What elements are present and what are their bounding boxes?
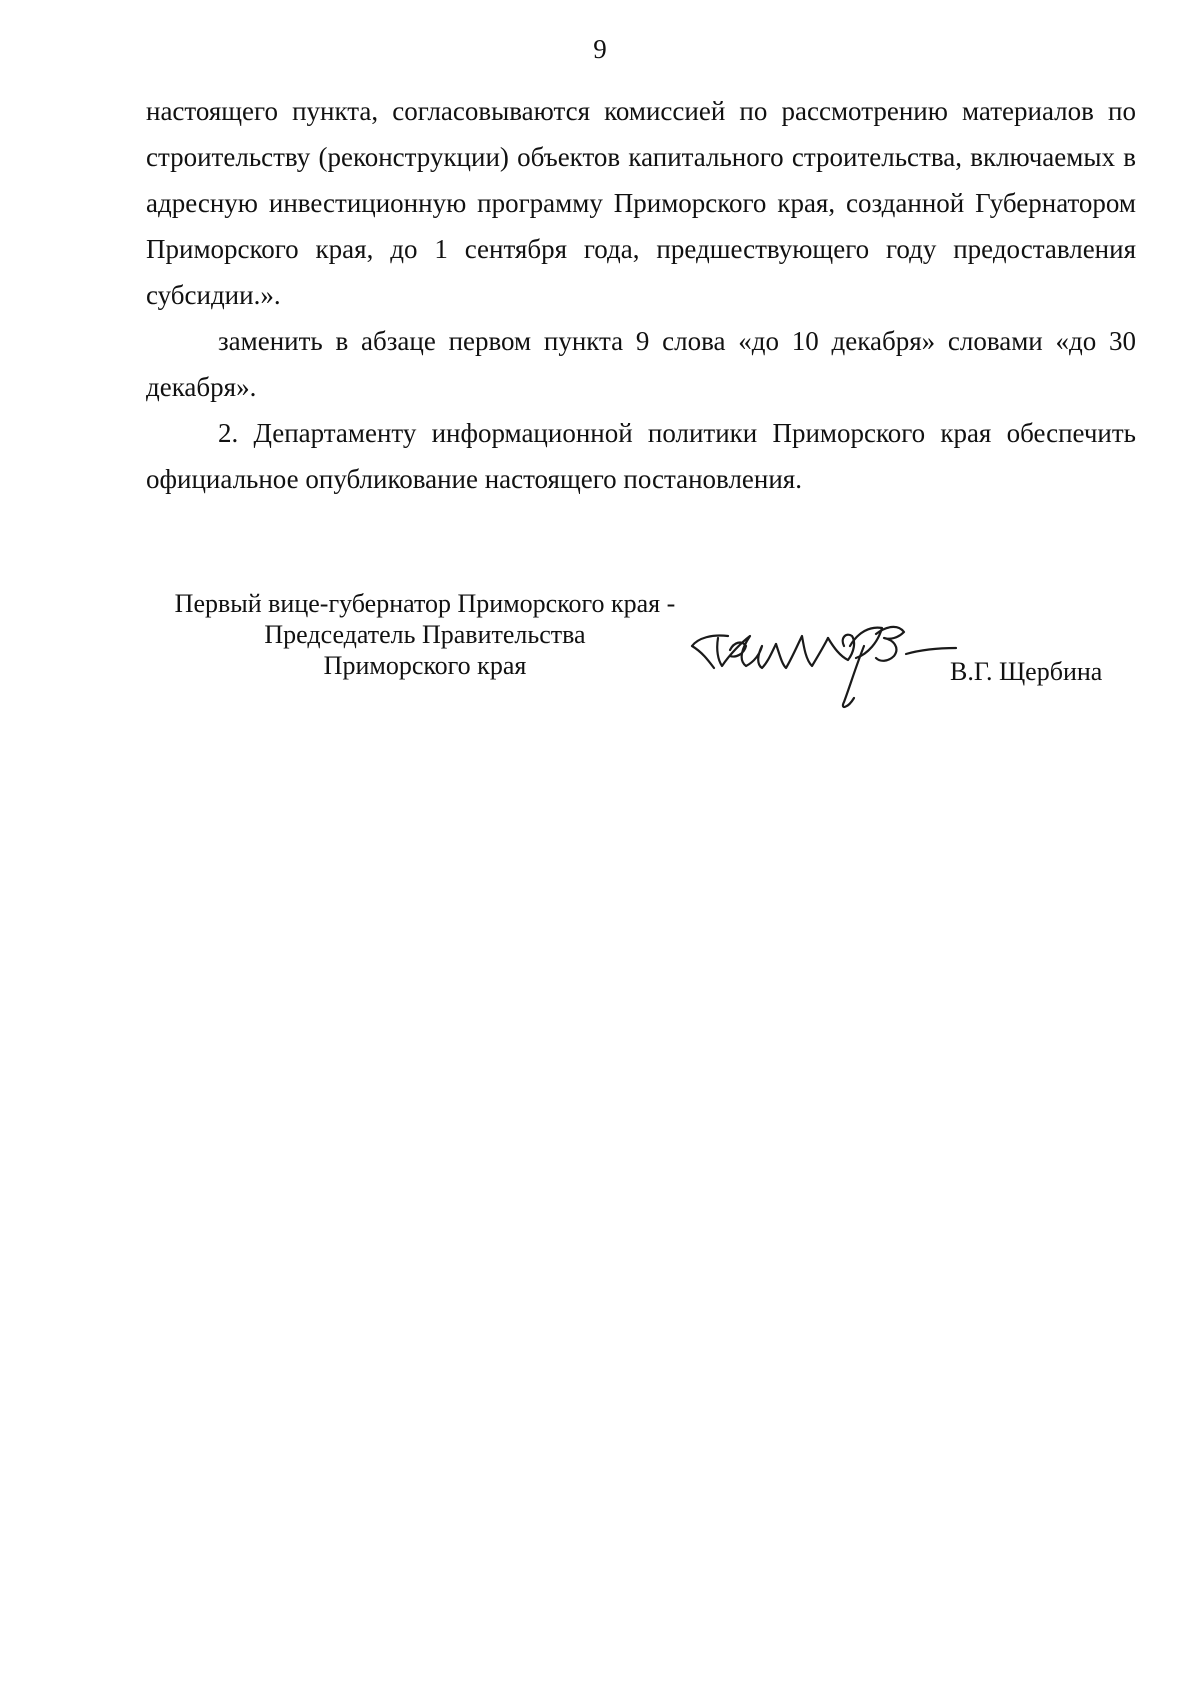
signatory-title-line: Приморского края	[323, 651, 527, 680]
paragraph: 2. Департаменту информационной политики Приморского края обеспечить официальное опубликование настоящего постановления.	[146, 418, 1136, 494]
signer-name: В.Г. Щербина	[950, 657, 1103, 686]
paragraph: настоящего пункта, согласовываются комиссией по рассмотрению материалов по строительству (реконструкции) объектов капитального строительства, включаемых в адресную инвестиционную программу Приморского края, созданной Губернатором Приморского края, до 1 сентября года, предшествующего году предоставления субсидии.».	[146, 96, 1136, 310]
document-body	[146, 88, 1136, 502]
signatory-title-line: Первый вице-губернатор Приморского края -	[174, 589, 676, 618]
page-number: 9	[593, 34, 607, 64]
paragraph: заменить в абзаце первом пункта 9 слова «до 10 декабря» словами «до 30 декабря».	[146, 326, 1136, 402]
signatory-title	[130, 588, 720, 681]
signatory-title-line: Председатель Правительства	[264, 620, 586, 649]
handwritten-signature	[672, 602, 962, 712]
